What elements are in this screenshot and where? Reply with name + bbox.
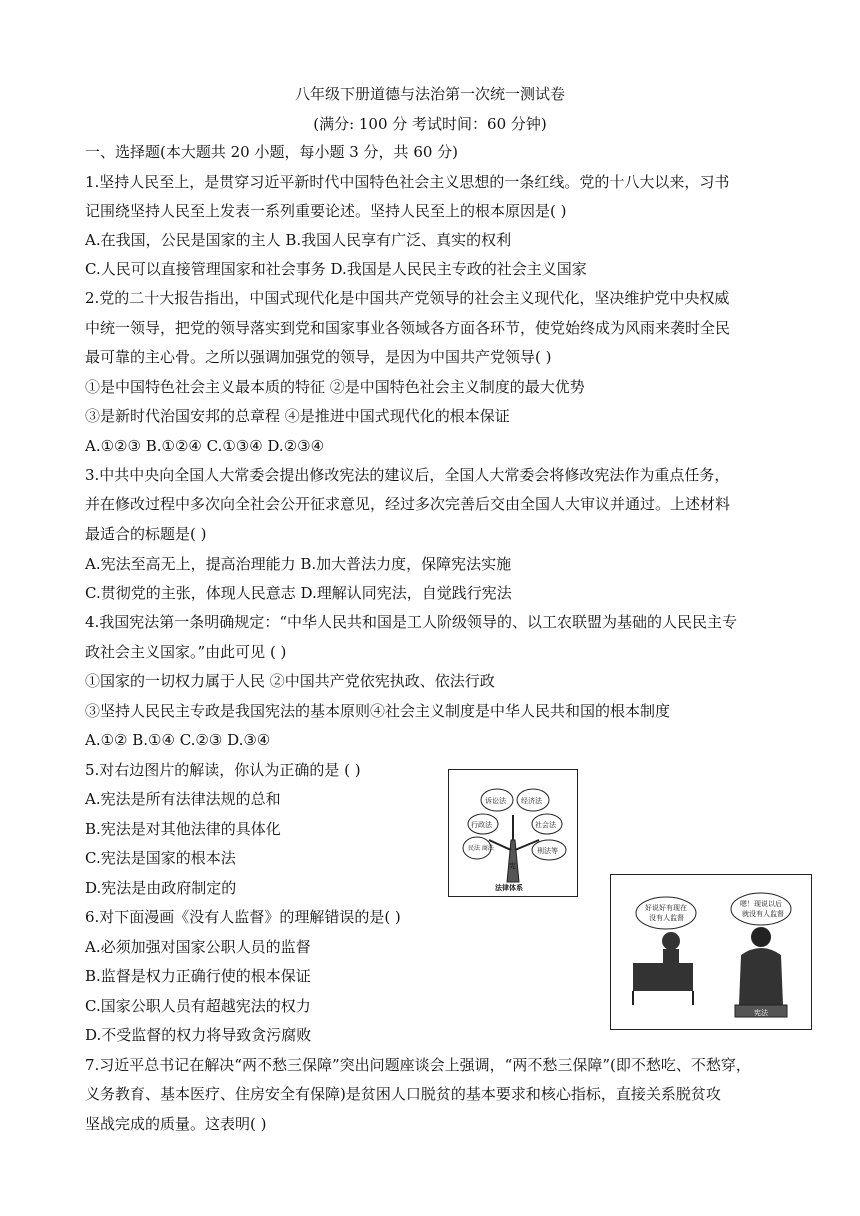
option-line: ③是新时代治国安邦的总章程 ④是推进中国式现代化的根本保证 xyxy=(85,407,510,425)
section-heading: 一、选择题(本大题共 20 小题，每小题 3 分，共 60 分) xyxy=(85,143,459,161)
option-line: A.宪法是所有法律法规的总和 xyxy=(85,790,281,808)
option-line: A.在我国，公民是国家的主人 B.我国人民享有广泛、真实的权利 xyxy=(85,231,512,249)
tree-label-social: 社会法 xyxy=(535,821,556,829)
tree-label-administrative: 行政法 xyxy=(471,821,492,829)
option-line: C.贯彻党的主张，体现人民意志 D.理解认同宪法，自觉践行宪法 xyxy=(85,584,512,602)
text-line: 义务教育、基本医疗、住房安全有保障)是贫困人口脱贫的基本要求和核心指标，直接关系脱贫攻 xyxy=(85,1085,721,1103)
no-supervision-cartoon xyxy=(610,874,812,1030)
exam-title: 八年级下册道德与法治第一次统一测试卷 xyxy=(294,85,565,103)
exam-subtitle: (满分: 100 分 考试时间：60 分钟) xyxy=(313,115,547,133)
option-line: D.宪法是由政府制定的 xyxy=(85,879,237,897)
text-line: 3.中共中央向全国人大常委会提出修改宪法的建议后，全国人大常委会将修改宪法作为重点任务， xyxy=(85,466,730,484)
text-line: 中统一领导，把党的领导落实到党和国家事业各领域各方面各环节，使党始终成为风雨来袭时全民 xyxy=(85,319,731,337)
statue-plaque: 宪法 xyxy=(754,1009,768,1017)
bubble-left-line2: 没有人监督 xyxy=(649,914,684,922)
text-line: 7.习近平总书记在解决“两不愁三保障”突出问题座谈会上强调，“两不愁三保障”(即不愁吃、不愁穿， xyxy=(85,1056,751,1074)
text-line: 最可靠的主心骨。之所以强调加强党的领导，是因为中国共产党领导( ) xyxy=(85,348,552,366)
text-line: 最适合的标题是( ) xyxy=(85,525,207,543)
legal-system-tree-figure xyxy=(448,769,578,897)
tree-label-economic: 经济法 xyxy=(521,797,542,805)
tree-label-criminal: 刑法等 xyxy=(537,847,558,855)
option-line: ③坚持人民民主专政是我国宪法的基本原则④社会主义制度是中华人民共和国的根本制度 xyxy=(85,702,671,720)
bubble-left-line1: 好说好有现在 xyxy=(645,904,687,912)
bubble-right-line2: 就没有人监督 xyxy=(742,910,784,918)
text-line: 6.对下面漫画《没有人监督》的理解错误的是( ) xyxy=(85,908,401,926)
tree-label-civil: 民法 商法 xyxy=(468,845,494,852)
option-line: ①国家的一切权力属于人民 ②中国共产党依宪执政、依法行政 xyxy=(85,672,495,690)
text-line: 2.党的二十大报告指出，中国式现代化是中国共产党领导的社会主义现代化，坚决维护党中央权威 xyxy=(85,289,730,307)
option-line: B.监督是权力正确行使的根本保证 xyxy=(85,967,311,985)
option-line: C.宪法是国家的根本法 xyxy=(85,849,236,867)
text-line: 5.对右边图片的解读，你认为正确的是 ( ) xyxy=(85,761,361,779)
option-line: B.宪法是对其他法律的具体化 xyxy=(85,820,281,838)
text-line: 并在修改过程中多次向全社会公开征求意见，经过多次完善后交由全国人大审议并通过。上述材料 xyxy=(85,495,731,513)
option-line: A.宪法至高无上，提高治理能力 B.加大普法力度，保障宪法实施 xyxy=(85,555,512,573)
option-line: A.必须加强对国家公职人员的监督 xyxy=(85,938,311,956)
text-line: 1.坚持人民至上，是贯穿习近平新时代中国特色社会主义思想的一条红线。党的十八大以来，习书 xyxy=(85,173,730,191)
option-line: C.人民可以直接管理国家和社会事务 D.我国是人民民主专政的社会主义国家 xyxy=(85,260,587,278)
text-line: 政社会主义国家。”由此可见 ( ) xyxy=(85,643,287,661)
tree-label-constitution: 宪 xyxy=(509,862,516,870)
tree-caption: 法律体系 xyxy=(495,884,523,892)
tree-label-procedural: 诉讼法 xyxy=(485,797,506,805)
text-line: 记围绕坚持人民至上发表一系列重要论述。坚持人民至上的根本原因是( ) xyxy=(85,202,567,220)
option-line: A.①② B.①④ C.②③ D.③④ xyxy=(85,731,271,749)
text-line: 4.我国宪法第一条明确规定：“中华人民共和国是工人阶级领导的、以工农联盟为基础的人民民主专 xyxy=(85,613,737,631)
option-line: ①是中国特色社会主义最本质的特征 ②是中国特色社会主义制度的最大优势 xyxy=(85,378,585,396)
option-line: C.国家公职人员有超越宪法的权力 xyxy=(85,997,311,1015)
text-line: 坚战完成的质量。这表明( ) xyxy=(85,1115,267,1133)
option-line: A.①②③ B.①②④ C.①③④ D.②③④ xyxy=(85,437,325,455)
bubble-right-line1: 嗯！现说以后 xyxy=(740,900,782,908)
option-line: D.不受监督的权力将导致贪污腐败 xyxy=(85,1026,312,1044)
